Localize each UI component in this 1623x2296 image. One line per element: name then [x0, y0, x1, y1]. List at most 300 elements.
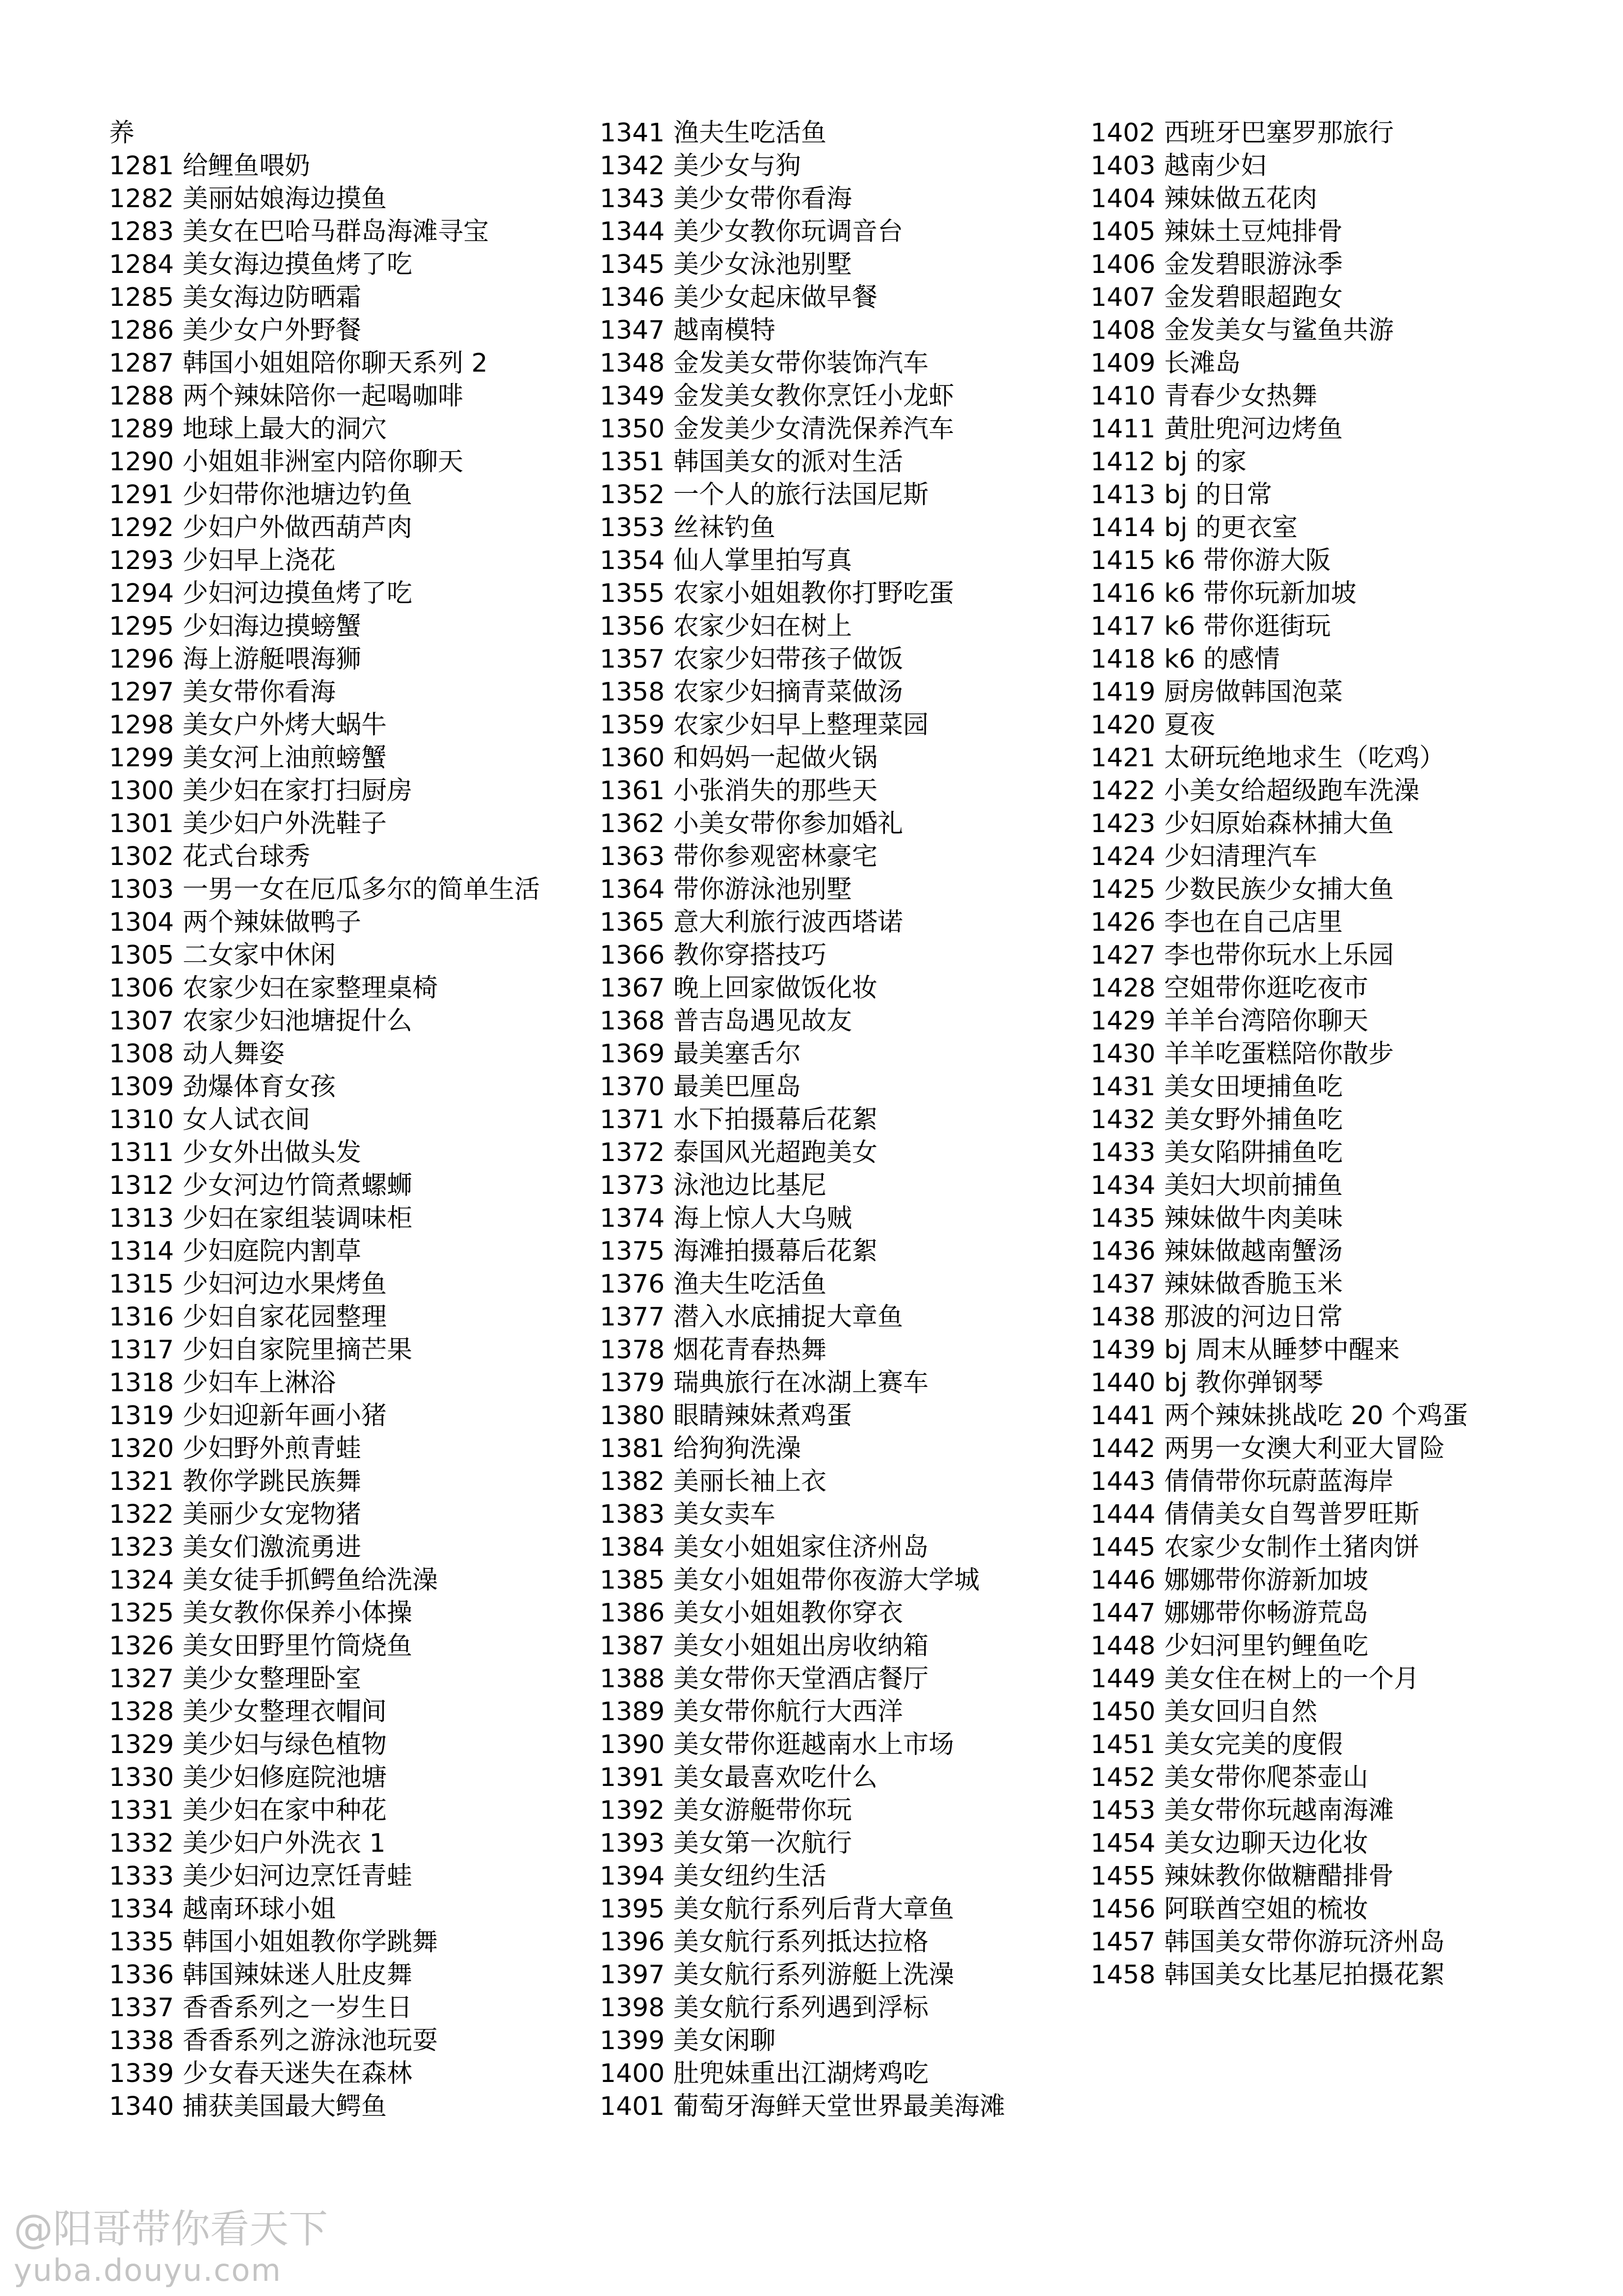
entry-number: 1408 — [1091, 316, 1156, 345]
entry-title: 渔夫生吃活鱼 — [673, 118, 827, 148]
entry-title: 越南模特 — [673, 316, 776, 345]
entry-title: 小美女带你参加婚礼 — [673, 809, 904, 838]
entry-number: 1417 — [1091, 612, 1156, 641]
entry-number: 1372 — [600, 1138, 665, 1167]
entry-number: 1455 — [1091, 1862, 1156, 1891]
list-item — [109, 1235, 580, 1268]
list-item — [109, 1334, 580, 1367]
list-item — [600, 1498, 1071, 1531]
entry-number: 1325 — [109, 1598, 174, 1628]
entry-title: bj 的更衣室 — [1164, 513, 1298, 542]
entry-title: 农家少妇在家整理桌椅 — [183, 973, 438, 1003]
list-item — [600, 1992, 1071, 2025]
list-item — [600, 1038, 1071, 1071]
entry-title: bj 教你弹钢琴 — [1164, 1368, 1323, 1398]
list-item — [600, 1400, 1071, 1432]
list-item — [1091, 643, 1562, 676]
list-item — [109, 2057, 580, 2090]
list-item — [600, 1169, 1071, 1202]
list-item — [1091, 676, 1562, 709]
entry-title: 最美塞舌尔 — [673, 1039, 801, 1069]
entry-number: 1322 — [109, 1500, 174, 1529]
list-item — [109, 1400, 580, 1432]
list-item — [1091, 840, 1562, 873]
entry-number: 1415 — [1091, 546, 1156, 575]
entry-title: 农家少妇带孩子做饭 — [673, 645, 904, 674]
entry-number: 1311 — [109, 1138, 174, 1167]
list-item — [600, 1761, 1071, 1794]
entry-number: 1383 — [600, 1500, 665, 1529]
entry-title: 意大利旅行波西塔诺 — [673, 908, 904, 937]
entry-number: 1307 — [109, 1006, 174, 1036]
entry-number: 1351 — [600, 447, 665, 477]
list-item — [109, 939, 580, 972]
entry-title: 带你参观密林豪宅 — [673, 842, 878, 871]
list-item — [109, 1531, 580, 1564]
entry-title: 美女航行系列后背大章鱼 — [673, 1894, 955, 1924]
entry-number: 1292 — [109, 513, 174, 542]
entry-number: 1323 — [109, 1533, 174, 1562]
entry-number: 1365 — [600, 908, 665, 937]
list-item — [109, 1597, 580, 1630]
entry-title: 一男一女在厄瓜多尔的简单生活 — [183, 875, 540, 904]
list-item — [1091, 150, 1562, 183]
list-item — [600, 248, 1071, 281]
entry-number: 1411 — [1091, 414, 1156, 444]
entry-title: 渔夫生吃活鱼 — [673, 1270, 827, 1299]
list-item — [600, 1696, 1071, 1729]
list-item — [1091, 1071, 1562, 1104]
entry-title: 美女航行系列遇到浮标 — [673, 1993, 929, 2023]
list-item — [600, 939, 1071, 972]
entry-number: 1402 — [1091, 118, 1156, 148]
list-item — [109, 216, 580, 248]
list-item — [600, 281, 1071, 314]
entry-title: 少妇在家组装调味柜 — [183, 1204, 413, 1233]
entry-title: 美女最喜欢吃什么 — [673, 1763, 878, 1792]
entry-title: 美女在巴哈马群岛海滩寻宝 — [183, 217, 489, 246]
entry-title: 美女小姐姐教你穿衣 — [673, 1598, 904, 1628]
entry-title: 美女航行系列抵达拉格 — [673, 1927, 929, 1957]
entry-title: 美丽姑娘海边摸鱼 — [183, 184, 387, 214]
entry-title: 两个辣妹做鸭子 — [183, 908, 362, 937]
list-item — [600, 1959, 1071, 1992]
entry-number: 1337 — [109, 1993, 174, 2023]
list-item — [109, 775, 580, 808]
entry-title: 美少女带你看海 — [673, 184, 852, 214]
entry-number: 1338 — [109, 2026, 174, 2055]
entry-title: 美女田野里竹筒烧鱼 — [183, 1631, 413, 1661]
entry-title: 青春少女热舞 — [1164, 381, 1318, 411]
entry-number: 1376 — [600, 1270, 665, 1299]
list-item — [109, 380, 580, 413]
entry-title: 美女户外烤大蜗牛 — [183, 710, 387, 740]
entry-number: 1425 — [1091, 875, 1156, 904]
entry-title: 辣妹土豆炖排骨 — [1164, 217, 1343, 246]
list-item — [600, 1334, 1071, 1367]
entry-number: 1313 — [109, 1204, 174, 1233]
entry-title: 美女田埂捕鱼吃 — [1164, 1072, 1343, 1102]
list-item — [600, 709, 1071, 742]
entry-number: 1327 — [109, 1664, 174, 1694]
entry-number: 1281 — [109, 151, 174, 181]
list-item — [109, 1860, 580, 1893]
list-item — [1091, 1794, 1562, 1827]
entry-title: 少妇海边摸螃蟹 — [183, 612, 362, 641]
entry-number: 1371 — [600, 1105, 665, 1134]
entry-number: 1332 — [109, 1829, 174, 1858]
entry-number: 1347 — [600, 316, 665, 345]
entry-number: 1451 — [1091, 1730, 1156, 1759]
list-item — [1091, 1597, 1562, 1630]
entry-number: 1446 — [1091, 1566, 1156, 1595]
entry-number: 1444 — [1091, 1500, 1156, 1529]
entry-title: 劲爆体育女孩 — [183, 1072, 336, 1102]
list-item — [109, 1663, 580, 1696]
entry-number: 1324 — [109, 1566, 174, 1595]
entry-number: 1361 — [600, 776, 665, 806]
entry-title: 美女野外捕鱼吃 — [1164, 1105, 1343, 1134]
entry-title: 给狗狗洗澡 — [673, 1434, 801, 1463]
entry-title: 美女闲聊 — [673, 2026, 776, 2055]
entry-number: 1298 — [109, 710, 174, 740]
entry-number: 1342 — [600, 151, 665, 181]
entry-title: 西班牙巴塞罗那旅行 — [1164, 118, 1394, 148]
entry-title: 海滩拍摄幕后花絮 — [673, 1237, 878, 1266]
entry-number: 1394 — [600, 1862, 665, 1891]
entry-number: 1373 — [600, 1171, 665, 1200]
entry-title: 少妇自家花园整理 — [183, 1302, 387, 1332]
entry-title: 两个辣妹陪你一起喝咖啡 — [183, 381, 464, 411]
entry-number: 1290 — [109, 447, 174, 477]
entry-number: 1440 — [1091, 1368, 1156, 1398]
entry-title: 少妇庭院内割草 — [183, 1237, 362, 1266]
list-item — [109, 479, 580, 512]
list-item — [109, 544, 580, 577]
entry-number: 1436 — [1091, 1237, 1156, 1266]
entry-title: 农家少妇在树上 — [673, 612, 852, 641]
list-item — [109, 1729, 580, 1761]
entry-title: 美女海边摸鱼烤了吃 — [183, 250, 413, 279]
entry-number: 1412 — [1091, 447, 1156, 477]
entry-number: 1330 — [109, 1763, 174, 1792]
entry-title: 长滩岛 — [1164, 349, 1241, 378]
entry-title: 韩国美女带你游玩济州岛 — [1164, 1927, 1445, 1957]
entry-number: 1287 — [109, 349, 174, 378]
entry-number: 1288 — [109, 381, 174, 411]
entry-number: 1431 — [1091, 1072, 1156, 1102]
entry-number: 1401 — [600, 2092, 665, 2121]
entry-title: 倩倩带你玩蔚蓝海岸 — [1164, 1467, 1394, 1496]
list-item — [600, 643, 1071, 676]
entry-title: 农家少女制作土猪肉饼 — [1164, 1533, 1420, 1562]
entry-number: 1447 — [1091, 1598, 1156, 1628]
entry-title: 少妇河里钓鲤鱼吃 — [1164, 1631, 1369, 1661]
entry-title: 美少女起床做早餐 — [673, 283, 878, 312]
entry-title: 辣妹做牛肉美味 — [1164, 1204, 1343, 1233]
entry-number: 1457 — [1091, 1927, 1156, 1957]
entry-title: 美少女教你玩调音台 — [673, 217, 904, 246]
entry-title: 韩国小姐姐教你学跳舞 — [183, 1927, 438, 1957]
entry-number: 1413 — [1091, 480, 1156, 510]
entry-number: 1367 — [600, 973, 665, 1003]
entry-title: 葡萄牙海鲜天堂世界最美海滩 — [673, 2092, 1006, 2121]
entry-number: 1295 — [109, 612, 174, 641]
entry-number: 1418 — [1091, 645, 1156, 674]
list-item — [600, 742, 1071, 775]
list-item — [109, 281, 580, 314]
list-item — [600, 1630, 1071, 1663]
entry-number: 1424 — [1091, 842, 1156, 871]
entry-title: 美女航行系列游艇上洗澡 — [673, 1960, 955, 1990]
entry-number: 1369 — [600, 1039, 665, 1069]
entry-number: 1358 — [600, 677, 665, 707]
entry-number: 1405 — [1091, 217, 1156, 246]
entry-number: 1386 — [600, 1598, 665, 1628]
list-item — [1091, 446, 1562, 479]
entry-title: 娜娜带你畅游荒岛 — [1164, 1598, 1369, 1628]
list-item — [109, 972, 580, 1005]
entry-number: 1382 — [600, 1467, 665, 1496]
list-item — [600, 1860, 1071, 1893]
entry-title: 倩倩美女自驾普罗旺斯 — [1164, 1500, 1420, 1529]
entry-number: 1352 — [600, 480, 665, 510]
list-item — [1091, 281, 1562, 314]
list-item — [1091, 1630, 1562, 1663]
entry-title: 潜入水底捕捉大章鱼 — [673, 1302, 904, 1332]
entry-number: 1354 — [600, 546, 665, 575]
list-item — [109, 1794, 580, 1827]
entry-title: 美女陷阱捕鱼吃 — [1164, 1138, 1343, 1167]
entry-title: 美女纽约生活 — [673, 1862, 827, 1891]
list-item — [600, 347, 1071, 380]
entry-number: 1456 — [1091, 1894, 1156, 1924]
entry-number: 1293 — [109, 546, 174, 575]
list-item — [600, 610, 1071, 643]
entry-title: 美女完美的度假 — [1164, 1730, 1343, 1759]
entry-title: 美少女与狗 — [673, 151, 801, 181]
entry-title: 美丽少女宠物猪 — [183, 1500, 362, 1529]
list-item — [1091, 216, 1562, 248]
list-item — [1091, 873, 1562, 906]
entry-number: 1454 — [1091, 1829, 1156, 1858]
entry-title: 少女春天迷失在森林 — [183, 2059, 413, 2088]
list-item — [109, 1038, 580, 1071]
entry-number: 1349 — [600, 381, 665, 411]
list-item — [600, 2057, 1071, 2090]
entry-number: 1368 — [600, 1006, 665, 1036]
entry-number: 1445 — [1091, 1533, 1156, 1562]
entry-number: 1363 — [600, 842, 665, 871]
entry-number: 1393 — [600, 1829, 665, 1858]
list-item — [1091, 775, 1562, 808]
entry-number: 1442 — [1091, 1434, 1156, 1463]
list-item — [109, 1926, 580, 1959]
list-item — [1091, 939, 1562, 972]
entry-number: 1304 — [109, 908, 174, 937]
list-item — [1091, 1367, 1562, 1400]
entry-title: 农家少妇池塘捉什么 — [183, 1006, 413, 1036]
entry-title: 美少妇在家中种花 — [183, 1796, 387, 1825]
entry-number: 1381 — [600, 1434, 665, 1463]
entry-title: 金发碧眼游泳季 — [1164, 250, 1343, 279]
entry-title: 农家少妇早上整理菜园 — [673, 710, 929, 740]
list-item — [600, 1729, 1071, 1761]
entry-title: 美女住在树上的一个月 — [1164, 1664, 1420, 1694]
entry-title: 美女们激流勇进 — [183, 1533, 362, 1562]
entry-title: 辣妹做香脆玉米 — [1164, 1270, 1343, 1299]
entry-number: 1291 — [109, 480, 174, 510]
list-item — [600, 1597, 1071, 1630]
list-item — [109, 1564, 580, 1597]
list-item — [109, 1301, 580, 1334]
list-item — [1091, 1268, 1562, 1301]
entry-number: 1328 — [109, 1697, 174, 1727]
list-item — [1091, 1465, 1562, 1498]
entry-number: 1391 — [600, 1763, 665, 1792]
list-item — [1091, 1959, 1562, 1992]
entry-title: 少妇带你池塘边钓鱼 — [183, 480, 413, 510]
list-item — [109, 808, 580, 840]
list-item — [1091, 1202, 1562, 1235]
entry-number: 1301 — [109, 809, 174, 838]
list-item — [109, 1498, 580, 1531]
list-item — [109, 2025, 580, 2057]
entry-title: 教你穿搭技巧 — [673, 941, 827, 970]
entry-number: 1285 — [109, 283, 174, 312]
entry-title: 美女带你玩越南海滩 — [1164, 1796, 1394, 1825]
entry-number: 1392 — [600, 1796, 665, 1825]
entry-number: 1453 — [1091, 1796, 1156, 1825]
list-item — [1091, 380, 1562, 413]
entry-title: 那波的河边日常 — [1164, 1302, 1343, 1332]
entry-number: 1360 — [600, 743, 665, 773]
list-item — [600, 972, 1071, 1005]
list-item — [1091, 1169, 1562, 1202]
entry-title: 夏夜 — [1164, 710, 1216, 740]
entry-number: 1410 — [1091, 381, 1156, 411]
entry-title: 厨房做韩国泡菜 — [1164, 677, 1343, 707]
list-item — [109, 1268, 580, 1301]
entry-title: 美女教你保养小体操 — [183, 1598, 413, 1628]
entry-title: k6 带你游大阪 — [1164, 546, 1331, 575]
list-item — [600, 314, 1071, 347]
entry-title: k6 带你玩新加坡 — [1164, 579, 1357, 608]
entry-number: 1308 — [109, 1039, 174, 1069]
entry-number: 1385 — [600, 1566, 665, 1595]
entry-title: 少妇河边水果烤鱼 — [183, 1270, 387, 1299]
entry-number: 1320 — [109, 1434, 174, 1463]
entry-number: 1403 — [1091, 151, 1156, 181]
list-item — [600, 1432, 1071, 1465]
entry-title: 越南环球小姐 — [183, 1894, 336, 1924]
list-item — [600, 775, 1071, 808]
entry-title: 少数民族少女捕大鱼 — [1164, 875, 1394, 904]
list-item — [1091, 1696, 1562, 1729]
list-item — [600, 479, 1071, 512]
entry-number: 1306 — [109, 973, 174, 1003]
list-item — [600, 676, 1071, 709]
entry-number: 1409 — [1091, 349, 1156, 378]
list-column-3 — [1091, 117, 1562, 1992]
entry-title: 李也带你玩水上乐园 — [1164, 941, 1394, 970]
entry-title: 给鲤鱼喂奶 — [183, 151, 311, 181]
entry-title: 海上惊人大乌贼 — [673, 1204, 852, 1233]
entry-title: 捕获美国最大鳄鱼 — [183, 2092, 387, 2121]
list-item — [1091, 248, 1562, 281]
entry-title: 女人试衣间 — [183, 1105, 311, 1134]
list-item — [600, 1104, 1071, 1136]
entry-title: 美女带你航行大西洋 — [673, 1697, 904, 1727]
entry-title: 少妇清理汽车 — [1164, 842, 1318, 871]
entry-title: 香香系列之游泳池玩耍 — [183, 2026, 438, 2055]
entry-number: 1299 — [109, 743, 174, 773]
list-item — [600, 2025, 1071, 2057]
entry-number: 1400 — [600, 2059, 665, 2088]
entry-number: 1437 — [1091, 1270, 1156, 1299]
entry-title: 美女带你天堂酒店餐厅 — [673, 1664, 929, 1694]
entry-title: 花式台球秀 — [183, 842, 311, 871]
entry-number: 1433 — [1091, 1138, 1156, 1167]
list-item — [600, 1301, 1071, 1334]
list-item — [600, 1794, 1071, 1827]
entry-number: 1427 — [1091, 941, 1156, 970]
list-item — [1091, 1827, 1562, 1860]
entry-number: 1395 — [600, 1894, 665, 1924]
entry-title: 少妇户外做西葫芦肉 — [183, 513, 413, 542]
entry-number: 1362 — [600, 809, 665, 838]
entry-number: 1303 — [109, 875, 174, 904]
entry-title: bj 的日常 — [1164, 480, 1272, 510]
list-item — [600, 117, 1071, 150]
entry-number: 1450 — [1091, 1697, 1156, 1727]
entry-number: 1297 — [109, 677, 174, 707]
entry-number: 1284 — [109, 250, 174, 279]
entry-number: 1432 — [1091, 1105, 1156, 1134]
entry-number: 1452 — [1091, 1763, 1156, 1792]
list-item — [109, 1465, 580, 1498]
list-item — [600, 1235, 1071, 1268]
entry-title: 农家小姐姐教你打野吃蛋 — [673, 579, 955, 608]
entry-title: 阿联酋空姐的梳妆 — [1164, 1894, 1369, 1924]
entry-title: 动人舞姿 — [183, 1039, 285, 1069]
list-item — [109, 512, 580, 544]
entry-title: 空姐带你逛吃夜市 — [1164, 973, 1369, 1003]
entry-number: 1350 — [600, 414, 665, 444]
list-item — [109, 1696, 580, 1729]
list-item — [1091, 347, 1562, 380]
list-column-2 — [600, 117, 1071, 2123]
entry-number: 1318 — [109, 1368, 174, 1398]
list-item — [109, 906, 580, 939]
list-item — [1091, 906, 1562, 939]
entry-title: 普吉岛遇见故友 — [673, 1006, 852, 1036]
list-item — [109, 1169, 580, 1202]
list-column-1 — [109, 117, 580, 2123]
entry-title: 美少妇修庭院池塘 — [183, 1763, 387, 1792]
entry-title: 少妇野外煎青蛙 — [183, 1434, 362, 1463]
entry-title: 韩国辣妹迷人肚皮舞 — [183, 1960, 413, 1990]
entry-number: 1341 — [600, 118, 665, 148]
entry-title: 美少妇户外洗鞋子 — [183, 809, 387, 838]
entry-number: 1438 — [1091, 1302, 1156, 1332]
entry-title: 金发美女教你烹饪小龙虾 — [673, 381, 955, 411]
list-item — [109, 840, 580, 873]
entry-title: 教你学跳民族舞 — [183, 1467, 362, 1496]
entry-title: 美少女整理卧室 — [183, 1664, 362, 1694]
entry-number: 1348 — [600, 349, 665, 378]
entry-number: 1448 — [1091, 1631, 1156, 1661]
